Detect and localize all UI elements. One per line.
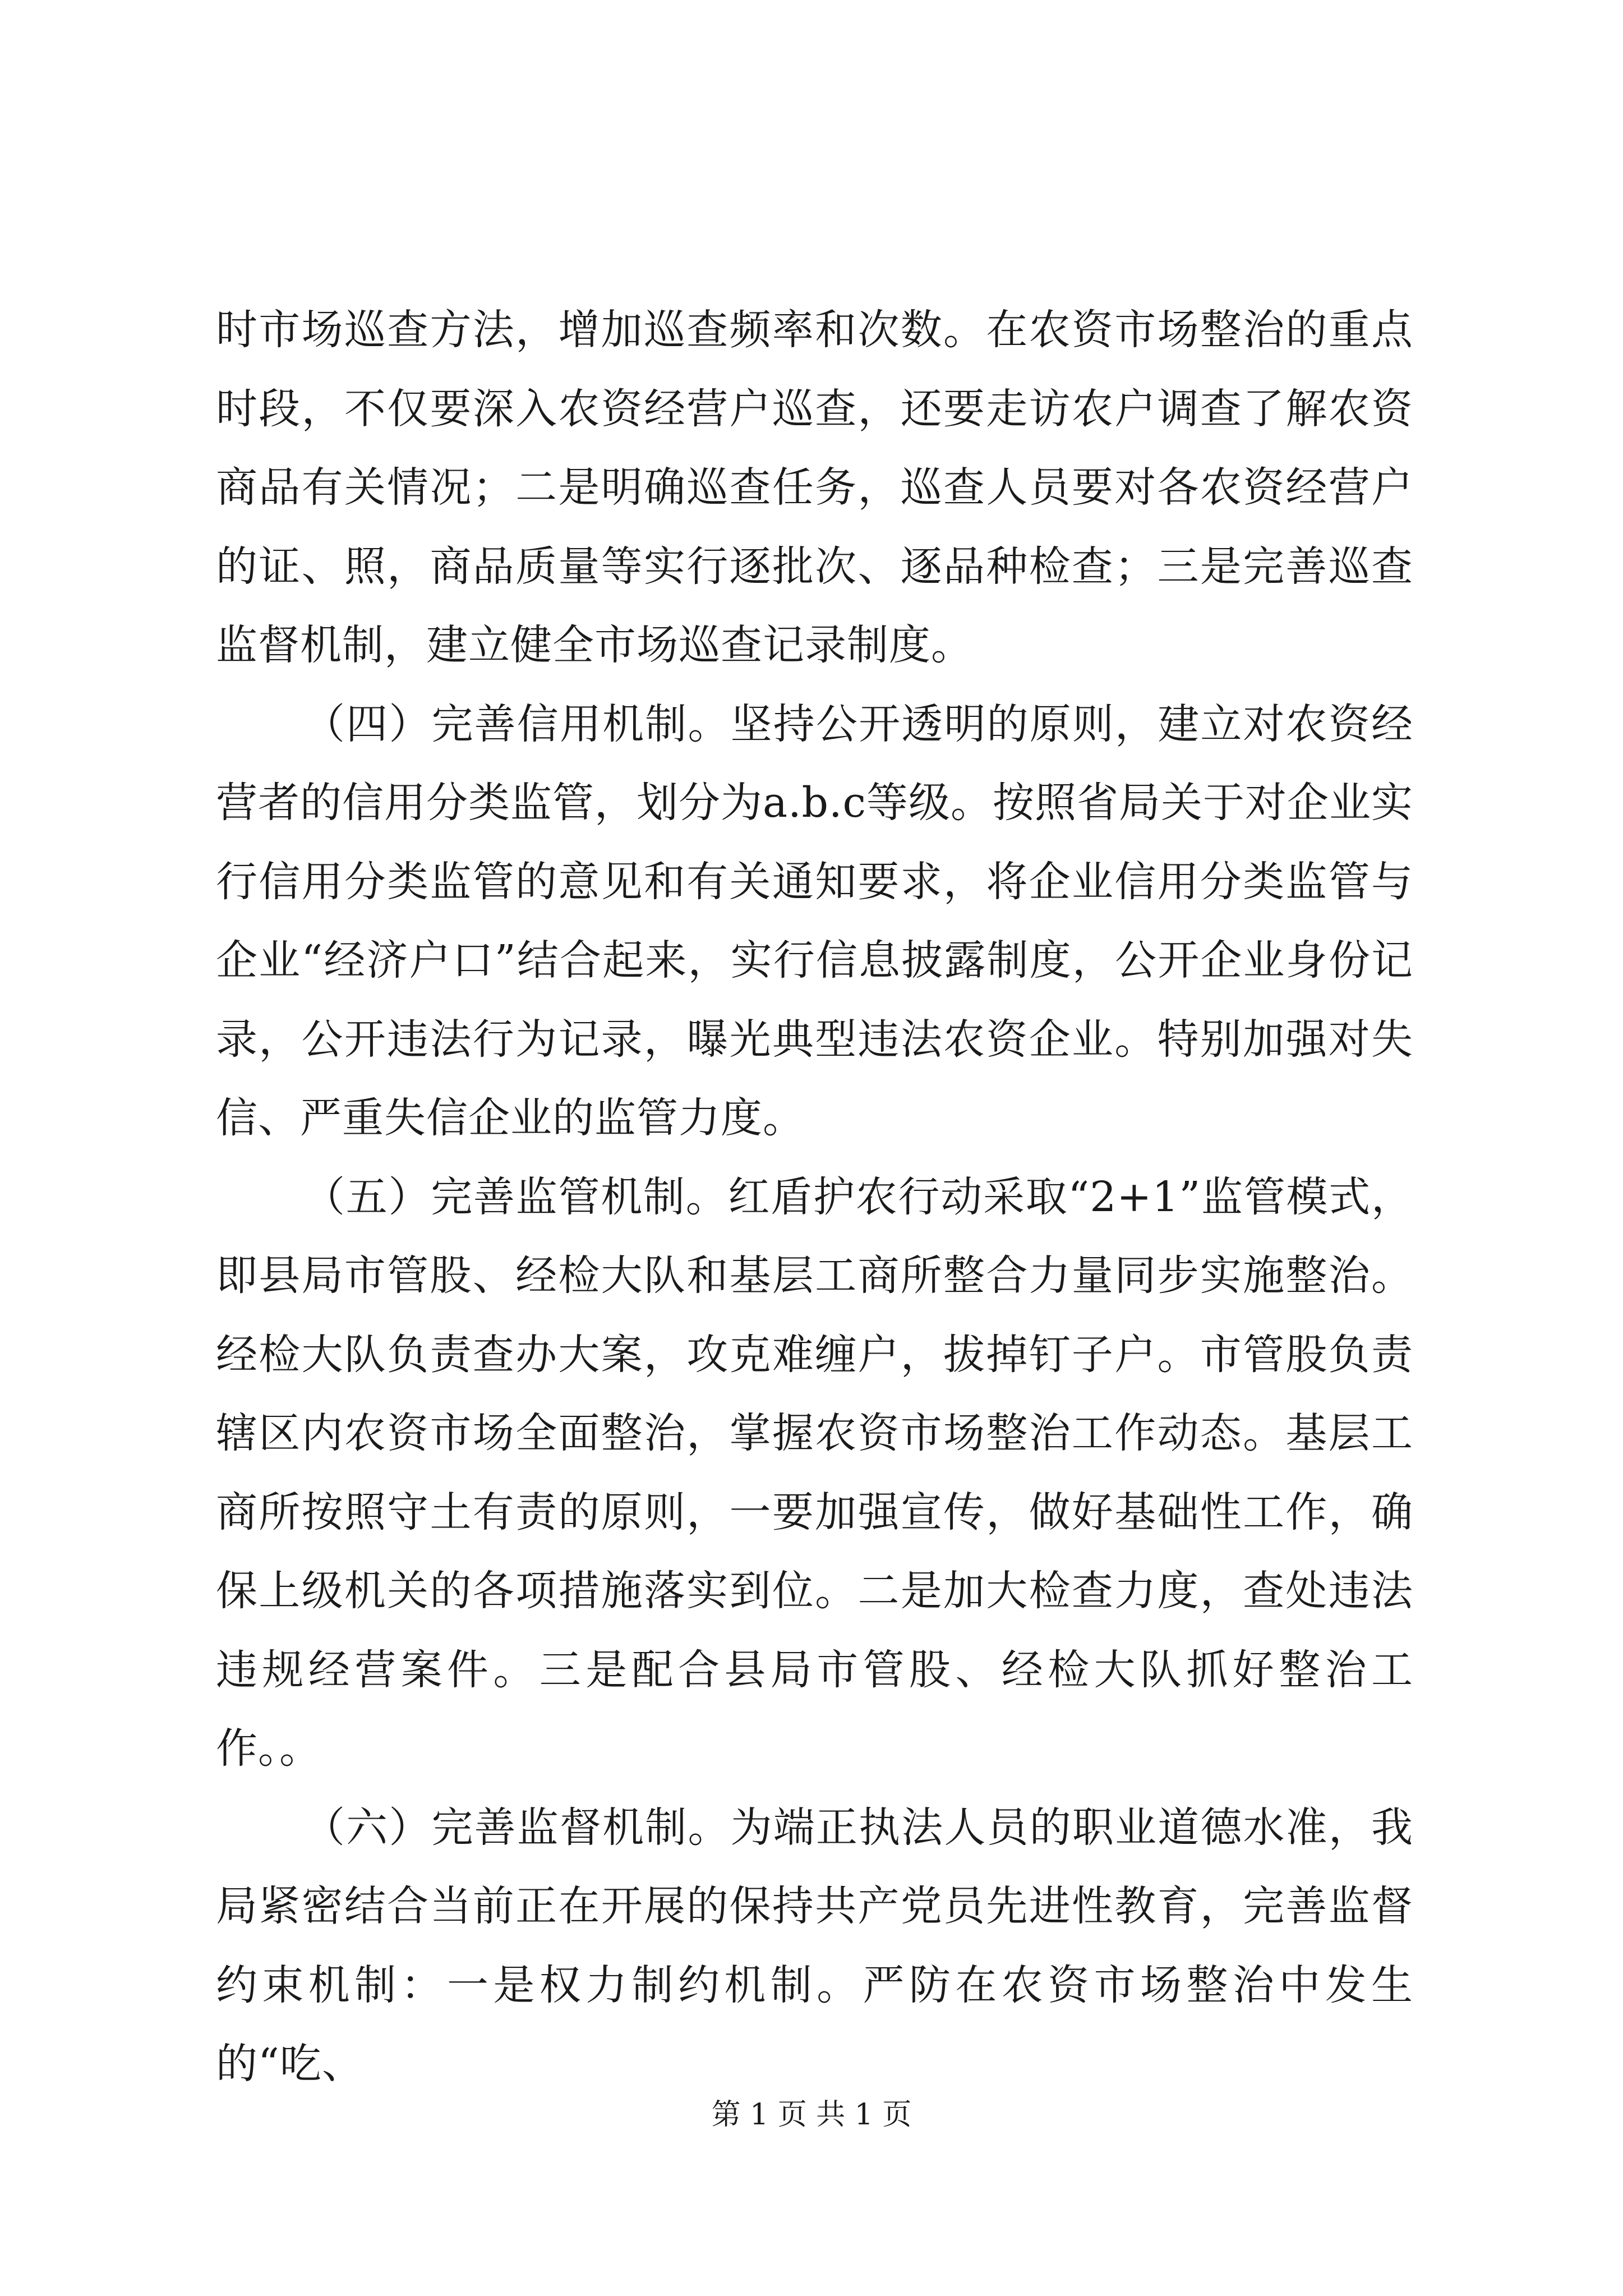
document-body [216, 291, 1413, 2104]
page-footer: 第 1 页 共 1 页 [711, 2098, 912, 2132]
paragraph-oversight-mechanism: （六）完善监督机制。为端正执法人员的职业道德水准，我局紧密结合当前正在开展的保持共产党员先进性教育，完善监督约束机制：一是权力制约机制。严防在农资市场整治中发生的“吃、 [216, 1803, 1413, 2088]
paragraph-supervision-mechanism: （五）完善监管机制。红盾护农行动采取“2+1”监管模式，即县局市管股、经检大队和基层工商所整合力量同步实施整治。经检大队负责查办大案，攻克难缠户，拔掉钉子户。市管股负责辖区内农资市场全面整治，掌握农资市场整治工作动态。基层工商所按照守土有责的原则，一要加强宣传，做好基础性工作，确保上级机关的各项措施落实到位。二是加大检查力度，查处违法违规经营案件。三是配合县局市管股、经检大队抓好整治工作。。 [216, 1172, 1413, 1773]
paragraph-patrol-methods: 时市场巡查方法，增加巡查频率和次数。在农资市场整治的重点时段，不仅要深入农资经营户巡查，还要走访农户调查了解农资商品有关情况；二是明确巡查任务，巡查人员要对各农资经营户的证、照，商品质量等实行逐批次、逐品种检查；三是完善巡查监督机制，建立健全市场巡查记录制度。 [216, 306, 1413, 669]
paragraph-credit-mechanism: （四）完善信用机制。坚持公开透明的原则，建立对农资经营者的信用分类监管，划分为a.b.c等级。按照省局关于对企业实行信用分类监管的意见和有关通知要求，将企业信用分类监管与企业“经济户口”结合起来，实行信息披露制度，公开企业身份记录，公开违法行为记录，曝光典型违法农资企业。特别加强对失信、严重失信企业的监管力度。 [216, 700, 1413, 1142]
